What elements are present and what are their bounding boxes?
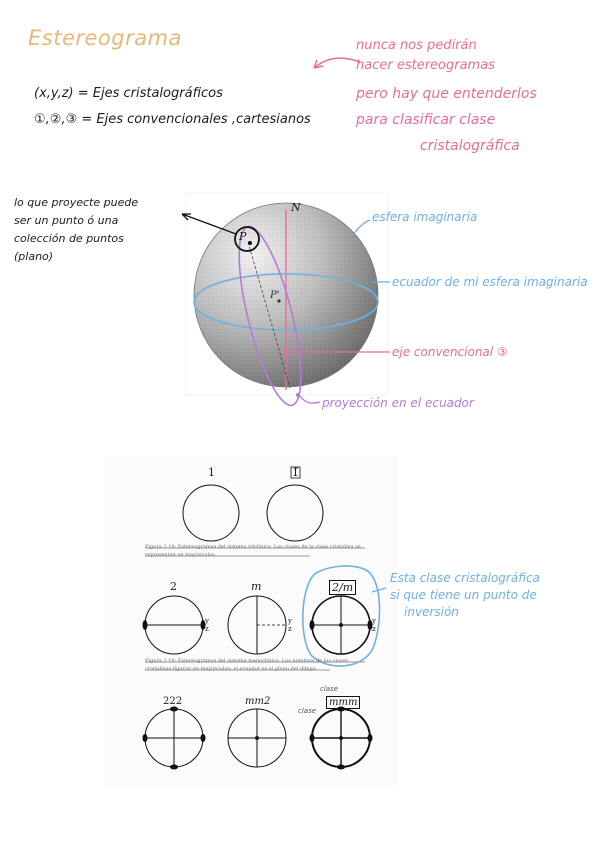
- inversion-note-line: si que tiene un punto de: [390, 588, 537, 602]
- definition-crystallographic-axes: (x,y,z) = Ejes cristalográficos: [34, 86, 223, 101]
- side-note-line: ser un punto ó una: [14, 214, 119, 227]
- stereogram-1-bar: [267, 485, 323, 541]
- page-title: Estereograma: [28, 26, 182, 50]
- inversion-note-line: inversión: [404, 605, 459, 619]
- axis-label: y z: [288, 617, 292, 633]
- label-222: 222: [163, 696, 183, 707]
- small-note: clase: [298, 707, 317, 715]
- side-note-line: lo que proyecte puede: [14, 196, 139, 209]
- label-1-bar: 1̄: [292, 466, 299, 479]
- caption-row1: Figura 2.18: Estereogramas del sistema triclínico. Las clases de la clase cristalina se representan en mayúsculas.: [145, 544, 361, 558]
- point-p-prime-label: P': [270, 290, 280, 301]
- label-m: m: [251, 580, 262, 593]
- inversion-note: [390, 570, 540, 621]
- definition-conventional-axes: ①,②,③ = Ejes convencionales ,cartesianos: [34, 112, 311, 127]
- conventional-axis-label: eje convencional ③: [392, 345, 508, 359]
- note-line-2: hacer estereogramas: [356, 58, 495, 73]
- label-2-m: 2/m: [329, 580, 356, 595]
- stereogram-222: [143, 707, 206, 770]
- note-line-5: cristalográfica: [420, 138, 520, 154]
- axis-label: y z: [372, 617, 376, 633]
- side-note-line: colección de puntos: [14, 232, 124, 245]
- caption-row2: Figura 2.19: Estereogramas del sistema monoclínico. Los nombres de las clases cristalinas figuran en mayúsculas; el ecuador es el plano del dibujo.: [145, 658, 349, 672]
- stereogram-mmm: [310, 707, 373, 770]
- north-label: N: [291, 201, 301, 214]
- note-line-4: para clasificar clase: [356, 112, 496, 128]
- stereogram-2: [143, 596, 206, 654]
- projection-label: proyección en el ecuador: [322, 396, 474, 410]
- stereogram-mm2: [228, 709, 286, 767]
- small-note: clase: [320, 685, 339, 693]
- note-line-1: nunca nos pedirán: [356, 38, 477, 53]
- point-p-label: P: [239, 230, 247, 243]
- stereogram-m: [228, 596, 286, 654]
- axis-label: y z: [205, 617, 209, 633]
- label-mmm: mmm: [326, 696, 360, 709]
- stereogram-1: [183, 485, 239, 541]
- inversion-note-line: Esta clase cristalográfica: [390, 571, 540, 585]
- label-2: 2: [170, 580, 177, 593]
- label-mm2: mm2: [245, 696, 271, 707]
- label-1: 1: [208, 466, 215, 479]
- imaginary-sphere-label: esfera imaginaria: [372, 210, 478, 224]
- side-note-line: (plano): [14, 250, 54, 263]
- note-line-3: pero hay que entenderlos: [356, 86, 537, 102]
- stereogram-2m: [310, 596, 373, 654]
- equator-label: ecuador de mi esfera imaginaria: [392, 275, 588, 289]
